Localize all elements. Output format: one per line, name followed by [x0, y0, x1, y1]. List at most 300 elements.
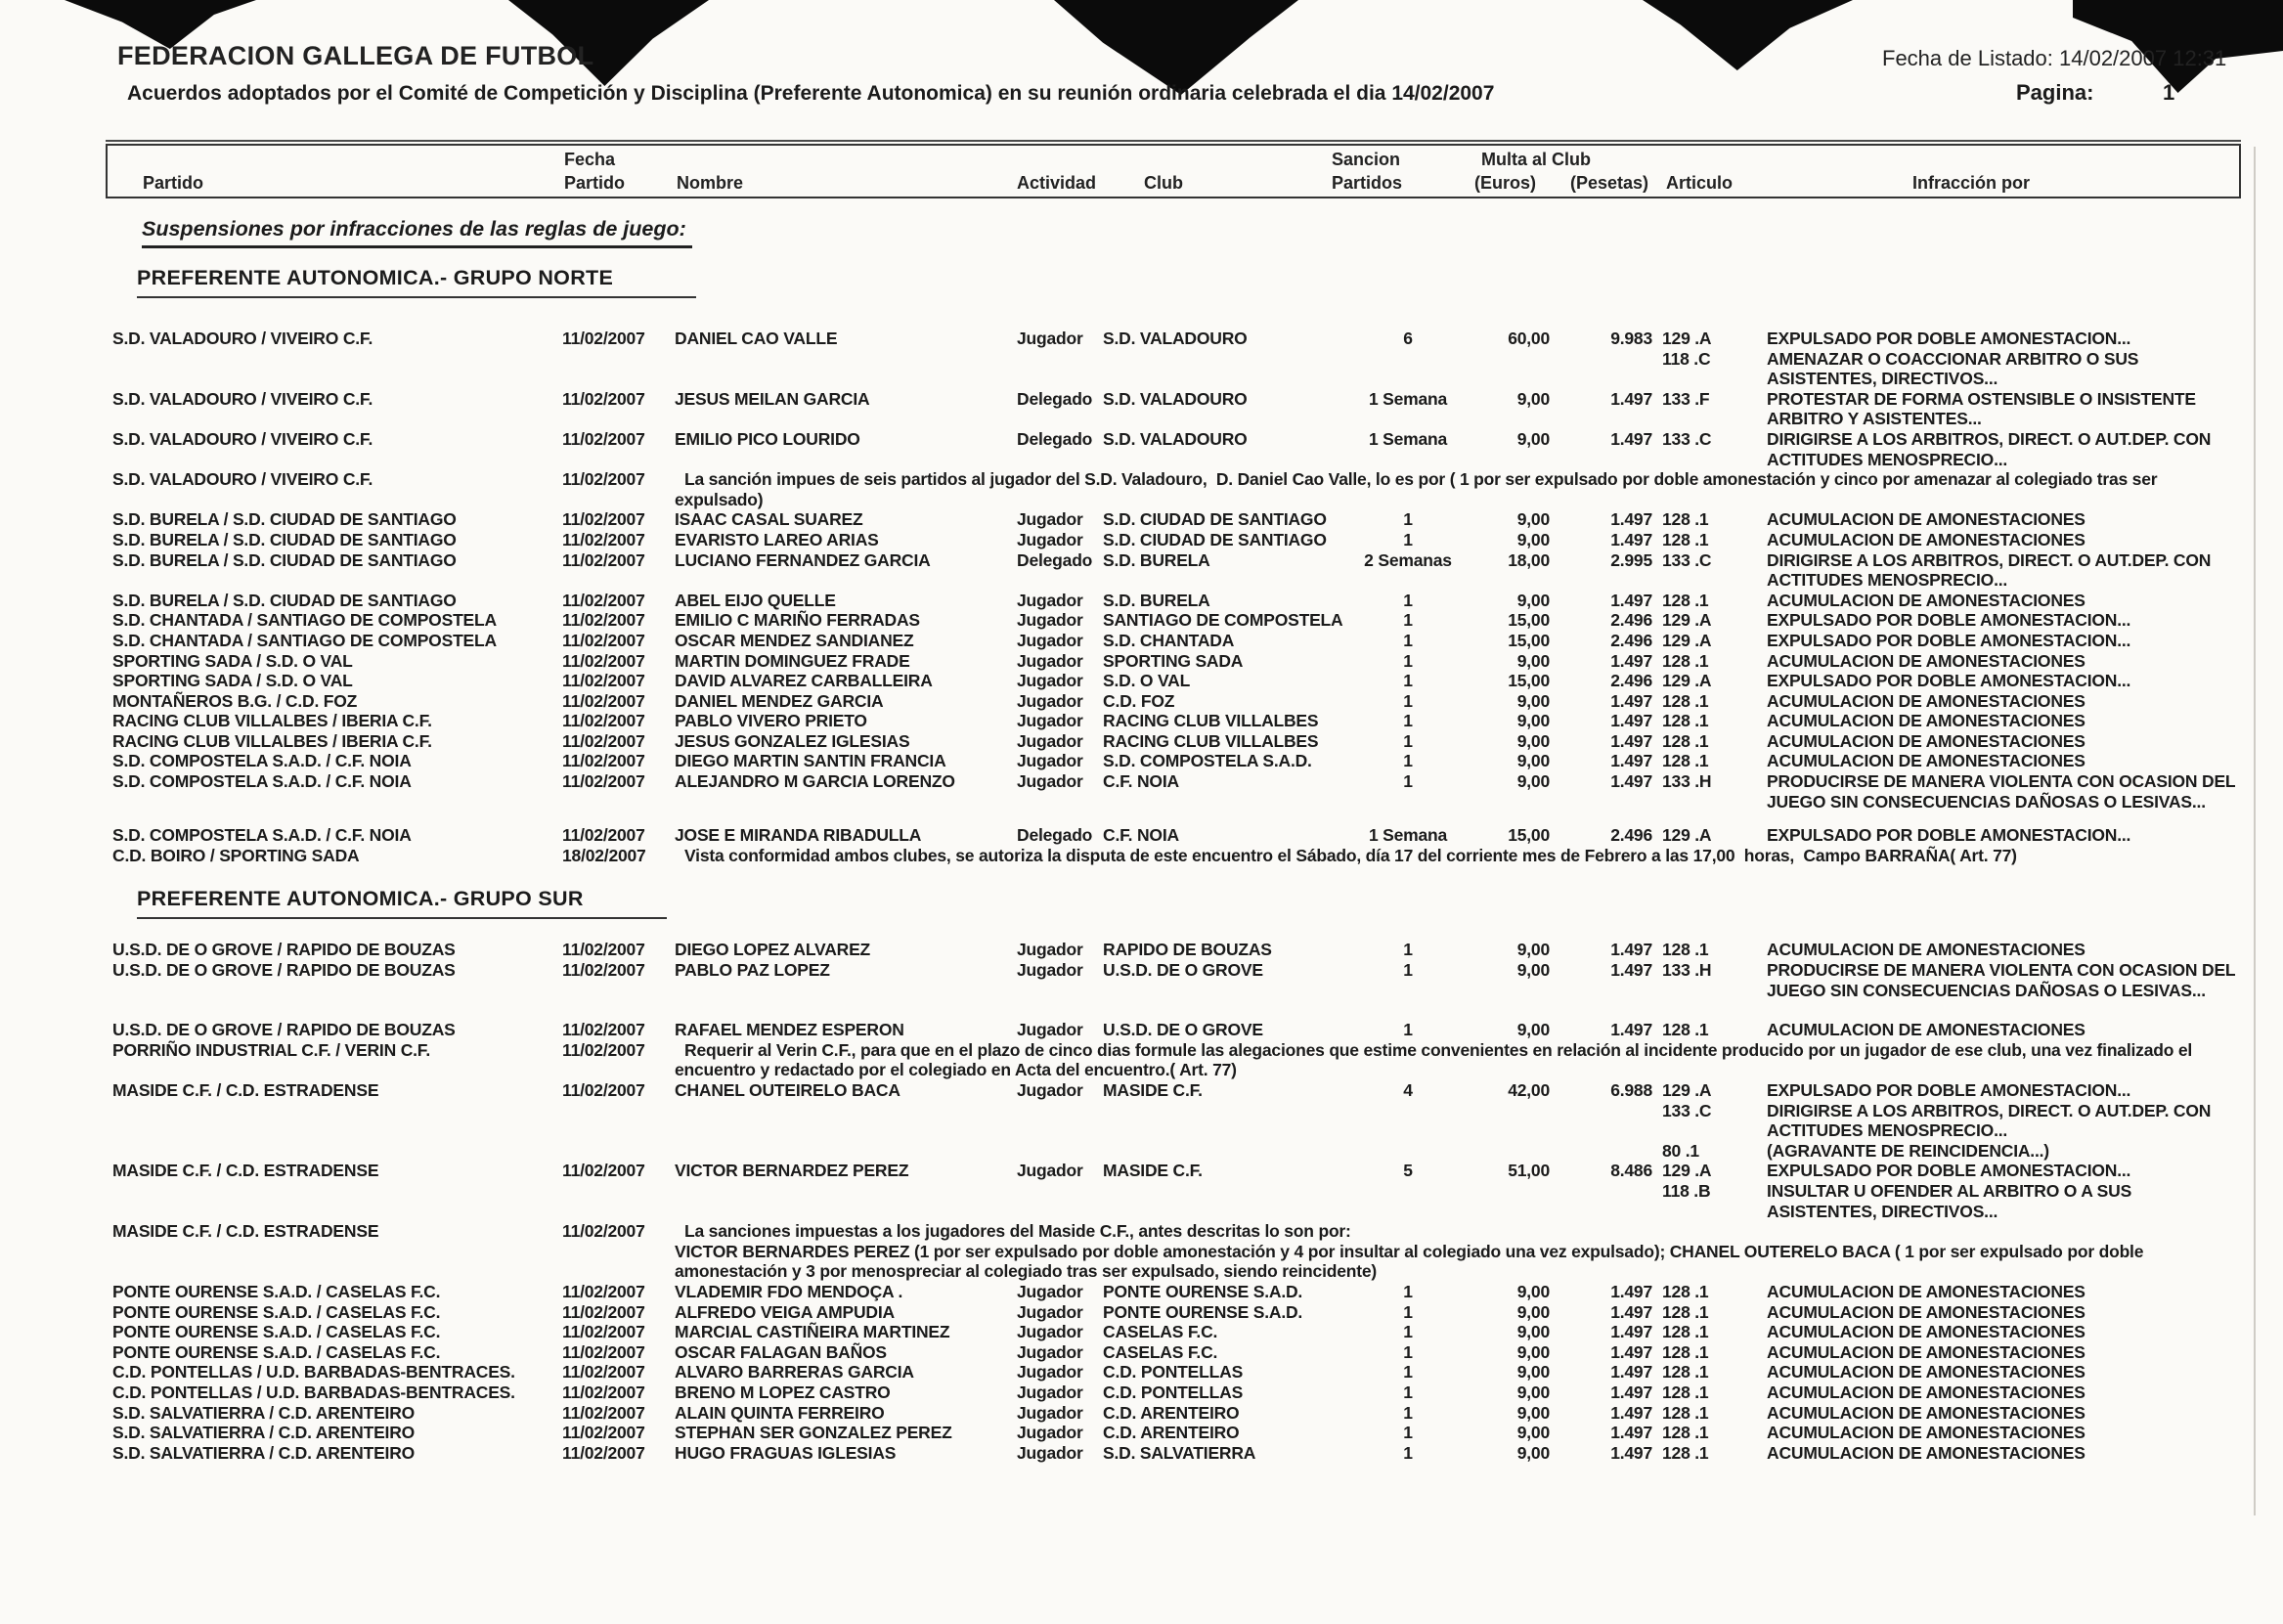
- table-row-continuation: [0, 570, 2283, 591]
- cell-club: C.F. NOIA: [1103, 771, 1179, 792]
- cell-fecha: 11/02/2007: [562, 650, 645, 671]
- cell-club: S.D. O VAL: [1103, 671, 1191, 691]
- cell-nombre: DANIEL MENDEZ GARCIA: [675, 690, 884, 711]
- cell-fecha: 11/02/2007: [562, 1020, 645, 1040]
- cell-partido: C.D. PONTELLAS / U.D. BARBADAS-BENTRACES.: [112, 1362, 515, 1383]
- table-row: [0, 1322, 2283, 1342]
- cell-fecha: 11/02/2007: [562, 730, 645, 751]
- cell-euros: 9,00: [1516, 771, 1550, 792]
- cell-actividad: Delegado: [1017, 428, 1093, 449]
- cell-infraccion: ACUMULACION DE AMONESTACIONES: [1767, 940, 2085, 960]
- cell-infraccion: ACUMULACION DE AMONESTACIONES: [1767, 1322, 2085, 1342]
- cell-articulo: 133 .C: [1662, 549, 1712, 570]
- cell-pesetas: 2.496: [1610, 610, 1652, 631]
- cell-sancion: 1: [1403, 960, 1413, 981]
- section-heading: PREFERENTE AUTONOMICA.- GRUPO SUR: [137, 887, 667, 919]
- cell-pesetas: 1.497: [1610, 1020, 1652, 1040]
- note-row: [0, 1040, 2283, 1061]
- cell-euros: 9,00: [1516, 428, 1550, 449]
- grupo-norte-heading: PREFERENTE AUTONOMICA.- GRUPO NORTE: [137, 266, 696, 298]
- cell-pesetas: 2.496: [1610, 630, 1652, 650]
- cell-actividad: Jugador: [1017, 671, 1083, 691]
- note-row: [0, 1060, 2283, 1080]
- cell-fecha: 11/02/2007: [562, 529, 645, 549]
- cell-euros: 15,00: [1508, 671, 1550, 691]
- table-row: [0, 1080, 2283, 1101]
- cell-actividad: Jugador: [1017, 960, 1083, 981]
- cell-club: S.D. VALADOURO: [1103, 329, 1248, 348]
- cell-partido: S.D. COMPOSTELA S.A.D. / C.F. NOIA: [112, 751, 412, 771]
- table-row: [0, 940, 2283, 960]
- cell-articulo: 128 .1: [1662, 1281, 1709, 1301]
- cell-nombre: RAFAEL MENDEZ ESPERON: [675, 1020, 904, 1040]
- cell-fecha: 11/02/2007: [562, 1322, 645, 1342]
- cell-pesetas: 1.497: [1610, 730, 1652, 751]
- cell-partido: S.D. COMPOSTELA S.A.D. / C.F. NOIA: [112, 771, 412, 792]
- page-number-label: Pagina:: [2016, 80, 2094, 105]
- cell-euros: 9,00: [1516, 1382, 1550, 1402]
- cell-euros: 9,00: [1516, 1402, 1550, 1423]
- cell-actividad: Jugador: [1017, 1020, 1083, 1040]
- cell-euros: 9,00: [1516, 650, 1550, 671]
- cell-euros: 9,00: [1516, 1281, 1550, 1301]
- cell-articulo: 133 .C: [1662, 428, 1712, 449]
- cell-club: C.D. ARENTEIRO: [1103, 1402, 1240, 1423]
- cell-club: C.D. ARENTEIRO: [1103, 1423, 1240, 1443]
- cell-club: RAPIDO DE BOUZAS: [1103, 940, 1272, 960]
- cell-sancion: 1: [1403, 1322, 1413, 1342]
- cell-infraccion: DIRIGIRSE A LOS ARBITROS, DIRECT. O AUT.DEP. CON: [1767, 1100, 2212, 1120]
- cell-actividad: Jugador: [1017, 1281, 1083, 1301]
- cell-sancion: 1: [1403, 1281, 1413, 1301]
- cell-sancion: 1 Semana: [1368, 388, 1448, 409]
- cell-nombre: ALEJANDRO M GARCIA LORENZO: [675, 771, 955, 792]
- scan-artifact: [1643, 0, 1853, 70]
- table-row: [0, 1423, 2283, 1443]
- cell-pesetas: 1.497: [1610, 1281, 1652, 1301]
- cell-fecha: 11/02/2007: [562, 1221, 645, 1242]
- cell-infraccion: ACUMULACION DE AMONESTACIONES: [1767, 751, 2085, 771]
- cell-infraccion: ACUMULACION DE AMONESTACIONES: [1767, 1362, 2085, 1383]
- cell-partido: S.D. SALVATIERRA / C.D. ARENTEIRO: [112, 1423, 416, 1443]
- cell-nombre: ALAIN QUINTA FERREIRO: [675, 1402, 885, 1423]
- cell-euros: 9,00: [1516, 529, 1550, 549]
- cell-infraccion: ACUMULACION DE AMONESTACIONES: [1767, 1382, 2085, 1402]
- cell-articulo: 129 .A: [1662, 825, 1712, 846]
- cell-note-text: Requerir al Verin C.F., para que en el plazo de cinco dias formule las alegaciones que estime convenientes en relación al incidente producido por un jugador de ese club, una vez finalizado el: [684, 1039, 2193, 1060]
- note-row: [0, 1221, 2283, 1242]
- cell-euros: 9,00: [1516, 1423, 1550, 1443]
- cell-pesetas: 1.497: [1610, 1362, 1652, 1383]
- cell-infraccion: ACTITUDES MENOSPRECIO...: [1767, 570, 2008, 591]
- cell-actividad: Jugador: [1017, 940, 1083, 960]
- cell-partido: SPORTING SADA / S.D. O VAL: [112, 650, 353, 671]
- cell-partido: C.D. PONTELLAS / U.D. BARBADAS-BENTRACES.: [112, 1382, 515, 1402]
- cell-club: S.D. VALADOURO: [1103, 388, 1248, 409]
- col-header-pesetas: (Pesetas): [1570, 173, 1649, 193]
- cell-sancion: 1: [1403, 590, 1413, 610]
- cell-nombre: JESUS GONZALEZ IGLESIAS: [675, 730, 910, 751]
- cell-sancion: 1: [1403, 771, 1413, 792]
- cell-euros: 9,00: [1516, 388, 1550, 409]
- table-row: [0, 389, 2283, 410]
- cell-articulo: 128 .1: [1662, 1442, 1709, 1463]
- cell-club: S.D. COMPOSTELA S.A.D.: [1103, 751, 1312, 771]
- cell-pesetas: 9.983: [1610, 329, 1652, 348]
- cell-pesetas: 2.995: [1610, 549, 1652, 570]
- page-number: 1: [2163, 80, 2175, 105]
- cell-nombre: BRENO M LOPEZ CASTRO: [675, 1382, 891, 1402]
- cell-actividad: Jugador: [1017, 590, 1083, 610]
- cell-partido: S.D. COMPOSTELA S.A.D. / C.F. NOIA: [112, 825, 412, 846]
- cell-partido: PONTE OURENSE S.A.D. / CASELAS F.C.: [112, 1322, 441, 1342]
- cell-partido: S.D. BURELA / S.D. CIUDAD DE SANTIAGO: [112, 529, 457, 549]
- cell-sancion: 1: [1403, 650, 1413, 671]
- cell-actividad: Jugador: [1017, 650, 1083, 671]
- cell-fecha: 11/02/2007: [562, 940, 645, 960]
- cell-actividad: Delegado: [1017, 388, 1093, 409]
- cell-euros: 9,00: [1516, 730, 1550, 751]
- cell-sancion: 1: [1403, 1382, 1413, 1402]
- cell-nombre: CHANEL OUTEIRELO BACA: [675, 1080, 900, 1100]
- cell-pesetas: 1.497: [1610, 1423, 1652, 1443]
- cell-articulo: 129 .A: [1662, 610, 1712, 631]
- cell-fecha: 11/02/2007: [562, 711, 645, 731]
- cell-infraccion: ACUMULACION DE AMONESTACIONES: [1767, 690, 2085, 711]
- table-row-continuation: [0, 1141, 2283, 1162]
- cell-infraccion: ARBITRO Y ASISTENTES...: [1767, 409, 1982, 429]
- cell-nombre: JESUS MEILAN GARCIA: [675, 388, 870, 409]
- cell-club: PONTE OURENSE S.A.D.: [1103, 1301, 1303, 1322]
- cell-nombre: ABEL EIJO QUELLE: [675, 590, 836, 610]
- cell-club: MASIDE C.F.: [1103, 1161, 1203, 1181]
- doc-subtitle: Acuerdos adoptados por el Comité de Competición y Disciplina (Preferente Autonomica) en su reunión ordinaria celebrada el dia 14/02/2007: [127, 82, 1495, 105]
- cell-articulo: 129 .A: [1662, 630, 1712, 650]
- cell-partido: PORRIÑO INDUSTRIAL C.F. / VERIN C.F.: [112, 1039, 431, 1060]
- cell-infraccion: INSULTAR U OFENDER AL ARBITRO O A SUS: [1767, 1180, 2132, 1201]
- table-row: [0, 1362, 2283, 1383]
- cell-euros: 60,00: [1508, 329, 1550, 348]
- cell-pesetas: 1.497: [1610, 940, 1652, 960]
- cell-nombre: DAVID ALVAREZ CARBALLEIRA: [675, 671, 933, 691]
- cell-partido: S.D. VALADOURO / VIVEIRO C.F.: [112, 329, 373, 348]
- cell-club: PONTE OURENSE S.A.D.: [1103, 1281, 1303, 1301]
- cell-pesetas: 1.497: [1610, 960, 1652, 981]
- cell-fecha: 11/02/2007: [562, 1080, 645, 1100]
- table-row: [0, 1020, 2283, 1040]
- cell-infraccion: ACUMULACION DE AMONESTACIONES: [1767, 1341, 2085, 1362]
- cell-actividad: Jugador: [1017, 1161, 1083, 1181]
- cell-actividad: Jugador: [1017, 1382, 1083, 1402]
- cell-fecha: 18/02/2007: [562, 845, 646, 865]
- cell-euros: 18,00: [1508, 549, 1550, 570]
- cell-nombre: VLADEMIR FDO MENDOÇA .: [675, 1281, 903, 1301]
- cell-sancion: 1: [1403, 529, 1413, 549]
- cell-club: S.D. SALVATIERRA: [1103, 1442, 1256, 1463]
- group-section: [0, 865, 2283, 940]
- table-row: [0, 530, 2283, 550]
- cell-fecha: 11/02/2007: [562, 960, 645, 981]
- table-row-continuation: [0, 981, 2283, 1001]
- cell-nombre: PABLO VIVERO PRIETO: [675, 711, 867, 731]
- cell-euros: 9,00: [1516, 1020, 1550, 1040]
- cell-euros: 9,00: [1516, 1301, 1550, 1322]
- cell-articulo: 128 .1: [1662, 690, 1709, 711]
- cell-nombre: LUCIANO FERNANDEZ GARCIA: [675, 549, 931, 570]
- cell-articulo: 129 .A: [1662, 671, 1712, 691]
- cell-club: CASELAS F.C.: [1103, 1322, 1218, 1342]
- cell-fecha: 11/02/2007: [562, 771, 645, 792]
- cell-euros: 9,00: [1516, 1322, 1550, 1342]
- note-row: [0, 846, 2283, 866]
- cell-note-text: amonestación y 3 por menospreciar al colegiado tras ser expulsado, siendo reincidente): [675, 1261, 1378, 1282]
- cell-sancion: 1 Semana: [1368, 825, 1448, 846]
- cell-partido: RACING CLUB VILLALBES / IBERIA C.F.: [112, 730, 432, 751]
- cell-pesetas: 1.497: [1610, 590, 1652, 610]
- scan-artifact: [1054, 0, 1298, 95]
- note-row: [0, 1242, 2283, 1262]
- note-row: [0, 1261, 2283, 1282]
- cell-nombre: OSCAR MENDEZ SANDIANEZ: [675, 630, 914, 650]
- cell-infraccion: EXPULSADO POR DOBLE AMONESTACION...: [1767, 329, 2131, 348]
- table-row: [0, 771, 2283, 792]
- cell-sancion: 1: [1403, 671, 1413, 691]
- cell-partido: PONTE OURENSE S.A.D. / CASELAS F.C.: [112, 1301, 441, 1322]
- cell-euros: 15,00: [1508, 825, 1550, 846]
- cell-club: RACING CLUB VILLALBES: [1103, 730, 1319, 751]
- cell-actividad: Jugador: [1017, 630, 1083, 650]
- cell-euros: 9,00: [1516, 751, 1550, 771]
- cell-pesetas: 1.497: [1610, 690, 1652, 711]
- cell-actividad: Jugador: [1017, 751, 1083, 771]
- cell-euros: 15,00: [1508, 630, 1550, 650]
- cell-sancion: 4: [1403, 1080, 1413, 1100]
- cell-nombre: STEPHAN SER GONZALEZ PEREZ: [675, 1423, 952, 1443]
- table-row-continuation: [0, 1101, 2283, 1121]
- table-row-continuation: [0, 450, 2283, 470]
- table-row: [0, 1302, 2283, 1323]
- cell-actividad: Jugador: [1017, 690, 1083, 711]
- cell-euros: 15,00: [1508, 610, 1550, 631]
- cell-pesetas: 1.497: [1610, 1301, 1652, 1322]
- cell-note-text: Vista conformidad ambos clubes, se autoriza la disputa de este encuentro el Sábado, día 17 del corriente mes de Febrero a las 17,00 horas, Campo BARRAÑA( Art. 77): [684, 845, 2017, 865]
- table-row: [0, 329, 2283, 349]
- cell-euros: 9,00: [1516, 1442, 1550, 1463]
- cell-articulo: 128 .1: [1662, 711, 1709, 731]
- cell-partido: S.D. BURELA / S.D. CIUDAD DE SANTIAGO: [112, 590, 457, 610]
- cell-articulo: 128 .1: [1662, 529, 1709, 549]
- cell-infraccion: ACUMULACION DE AMONESTACIONES: [1767, 1442, 2085, 1463]
- cell-infraccion: DIRIGIRSE A LOS ARBITROS, DIRECT. O AUT.DEP. CON: [1767, 549, 2212, 570]
- col-header-fecha-line2: Partido: [564, 173, 626, 193]
- col-header-multa: Multa al Club: [1481, 150, 1591, 169]
- cell-actividad: Jugador: [1017, 1301, 1083, 1322]
- cell-sancion: 1: [1403, 509, 1413, 530]
- cell-euros: 9,00: [1516, 690, 1550, 711]
- cell-note-text: La sanciones impuestas a los jugadores del Maside C.F., antes descritas lo son por:: [684, 1221, 1351, 1242]
- cell-fecha: 11/02/2007: [562, 1362, 645, 1383]
- cell-fecha: 11/02/2007: [562, 1281, 645, 1301]
- cell-partido: S.D. SALVATIERRA / C.D. ARENTEIRO: [112, 1402, 416, 1423]
- cell-pesetas: 1.497: [1610, 1402, 1652, 1423]
- cell-note-text: La sanción impues de seis partidos al jugador del S.D. Valadouro, D. Daniel Cao Valle, lo es por ( 1 por ser expulsado por doble amonestación y cinco por amenazar al colegiado tras ser: [684, 469, 2158, 490]
- col-header-club: Club: [1144, 173, 1183, 193]
- cell-partido: S.D. BURELA / S.D. CIUDAD DE SANTIAGO: [112, 509, 457, 530]
- cell-articulo: 128 .1: [1662, 1423, 1709, 1443]
- cell-sancion: 1: [1403, 711, 1413, 731]
- cell-sancion: 1: [1403, 1341, 1413, 1362]
- col-header-euros: (Euros): [1474, 173, 1536, 193]
- cell-fecha: 11/02/2007: [562, 509, 645, 530]
- cell-articulo: 118 .B: [1662, 1180, 1711, 1201]
- cell-articulo: 129 .A: [1662, 1080, 1712, 1100]
- cell-fecha: 11/02/2007: [562, 1161, 645, 1181]
- cell-nombre: EVARISTO LAREO ARIAS: [675, 529, 879, 549]
- cell-club: CASELAS F.C.: [1103, 1341, 1218, 1362]
- cell-articulo: 128 .1: [1662, 1301, 1709, 1322]
- table-row: [0, 751, 2283, 771]
- table-row-continuation: [0, 349, 2283, 370]
- note-row: [0, 469, 2283, 490]
- cell-euros: 9,00: [1516, 509, 1550, 530]
- cell-euros: 9,00: [1516, 711, 1550, 731]
- cell-articulo: 133 .C: [1662, 1100, 1712, 1120]
- cell-infraccion: EXPULSADO POR DOBLE AMONESTACION...: [1767, 630, 2131, 650]
- cell-pesetas: 1.497: [1610, 509, 1652, 530]
- cell-pesetas: 1.497: [1610, 751, 1652, 771]
- cell-partido: C.D. BOIRO / SPORTING SADA: [112, 845, 360, 865]
- cell-articulo: 128 .1: [1662, 730, 1709, 751]
- cell-infraccion: ACUMULACION DE AMONESTACIONES: [1767, 1281, 2085, 1301]
- cell-partido: MASIDE C.F. / C.D. ESTRADENSE: [112, 1080, 379, 1100]
- cell-actividad: Delegado: [1017, 825, 1093, 846]
- cell-euros: 9,00: [1516, 940, 1550, 960]
- cell-nombre: JOSE E MIRANDA RIBADULLA: [675, 825, 922, 846]
- cell-partido: S.D. CHANTADA / SANTIAGO DE COMPOSTELA: [112, 630, 497, 650]
- cell-club: S.D. CIUDAD DE SANTIAGO: [1103, 529, 1327, 549]
- cell-nombre: VICTOR BERNARDEZ PEREZ: [675, 1161, 909, 1181]
- col-header-nombre: Nombre: [677, 173, 744, 193]
- cell-fecha: 11/02/2007: [562, 630, 645, 650]
- cell-euros: 9,00: [1516, 960, 1550, 981]
- cell-nombre: ISAAC CASAL SUAREZ: [675, 509, 863, 530]
- cell-fecha: 11/02/2007: [562, 610, 645, 631]
- col-header-infraccion: Infracción por: [1912, 173, 2031, 193]
- cell-articulo: 133 .H: [1662, 960, 1712, 981]
- cell-fecha: 11/02/2007: [562, 549, 645, 570]
- cell-infraccion: ACUMULACION DE AMONESTACIONES: [1767, 1020, 2085, 1040]
- cell-sancion: 1: [1403, 610, 1413, 631]
- cell-euros: 42,00: [1508, 1080, 1550, 1100]
- table-row-continuation: [0, 792, 2283, 812]
- table-header-box: [106, 144, 2241, 198]
- table-row: [0, 691, 2283, 712]
- cell-actividad: Jugador: [1017, 1322, 1083, 1342]
- col-header-actividad: Actividad: [1017, 173, 1097, 193]
- cell-nombre: DIEGO MARTIN SANTIN FRANCIA: [675, 751, 946, 771]
- cell-actividad: Jugador: [1017, 509, 1083, 530]
- cell-sancion: 1: [1403, 1301, 1413, 1322]
- cell-partido: S.D. SALVATIERRA / C.D. ARENTEIRO: [112, 1442, 416, 1463]
- table-row: [0, 509, 2283, 530]
- col-header-fecha-line1: Fecha: [564, 150, 616, 169]
- col-header-partido: Partido: [143, 173, 204, 193]
- cell-nombre: MARTIN DOMINGUEZ FRADE: [675, 650, 910, 671]
- cell-sancion: 1: [1403, 730, 1413, 751]
- cell-infraccion: ACUMULACION DE AMONESTACIONES: [1767, 730, 2085, 751]
- table-row: [0, 960, 2283, 981]
- cell-sancion: 5: [1403, 1161, 1413, 1181]
- cell-infraccion: ACUMULACION DE AMONESTACIONES: [1767, 529, 2085, 549]
- cell-actividad: Jugador: [1017, 1402, 1083, 1423]
- table-row: [0, 671, 2283, 691]
- table-row: [0, 1161, 2283, 1181]
- cell-actividad: Jugador: [1017, 610, 1083, 631]
- table-row: [0, 1342, 2283, 1363]
- col-header-sancion-line2: Partidos: [1332, 173, 1403, 193]
- cell-infraccion: DIRIGIRSE A LOS ARBITROS, DIRECT. O AUT.DEP. CON: [1767, 428, 2212, 449]
- cell-club: U.S.D. DE O GROVE: [1103, 960, 1263, 981]
- cell-infraccion: ACUMULACION DE AMONESTACIONES: [1767, 1402, 2085, 1423]
- note-row: [0, 490, 2283, 510]
- cell-fecha: 11/02/2007: [562, 590, 645, 610]
- table-row: [0, 1282, 2283, 1302]
- cell-club: S.D. BURELA: [1103, 549, 1210, 570]
- cell-articulo: 128 .1: [1662, 1382, 1709, 1402]
- cell-pesetas: 1.497: [1610, 1442, 1652, 1463]
- cell-articulo: 128 .1: [1662, 940, 1709, 960]
- cell-club: U.S.D. DE O GROVE: [1103, 1020, 1263, 1040]
- cell-note-text: VICTOR BERNARDES PEREZ (1 por ser expulsado por doble amonestación y 4 por insultar al colegiado una vez expulsado); CHANEL OUTERELO BACA ( 1 por ser expulsado por doble: [675, 1241, 2144, 1261]
- cell-infraccion: JUEGO SIN CONSECUENCIAS DAÑOSAS O LESIVAS...: [1767, 980, 2206, 1000]
- cell-infraccion: ACUMULACION DE AMONESTACIONES: [1767, 509, 2085, 530]
- cell-pesetas: 1.497: [1610, 771, 1652, 792]
- cell-euros: 9,00: [1516, 590, 1550, 610]
- cell-club: S.D. VALADOURO: [1103, 428, 1248, 449]
- col-header-sancion-line1: Sancion: [1332, 150, 1401, 169]
- cell-fecha: 11/02/2007: [562, 469, 645, 490]
- cell-nombre: OSCAR FALAGAN BAÑOS: [675, 1341, 887, 1362]
- cell-nombre: EMILIO PICO LOURIDO: [675, 428, 860, 449]
- cell-pesetas: 6.988: [1610, 1080, 1652, 1100]
- cell-pesetas: 1.497: [1610, 1322, 1652, 1342]
- cell-note-text: encuentro y redactado por el colegiado en Acta del encuentro.( Art. 77): [675, 1060, 1237, 1080]
- cell-partido: MASIDE C.F. / C.D. ESTRADENSE: [112, 1221, 379, 1242]
- cell-partido: U.S.D. DE O GROVE / RAPIDO DE BOUZAS: [112, 1020, 456, 1040]
- cell-actividad: Jugador: [1017, 730, 1083, 751]
- cell-pesetas: 1.497: [1610, 388, 1652, 409]
- cell-articulo: 128 .1: [1662, 1020, 1709, 1040]
- cell-partido: RACING CLUB VILLALBES / IBERIA C.F.: [112, 711, 432, 731]
- cell-articulo: 128 .1: [1662, 1402, 1709, 1423]
- cell-pesetas: 1.497: [1610, 1382, 1652, 1402]
- cell-articulo: 128 .1: [1662, 650, 1709, 671]
- cell-sancion: 1: [1403, 1020, 1413, 1040]
- table-row: [0, 550, 2283, 571]
- cell-club: S.D. CIUDAD DE SANTIAGO: [1103, 509, 1327, 530]
- cell-club: C.D. PONTELLAS: [1103, 1382, 1244, 1402]
- table-row-continuation: [0, 369, 2283, 389]
- cell-club: C.D. FOZ: [1103, 690, 1175, 711]
- cell-partido: S.D. VALADOURO / VIVEIRO C.F.: [112, 388, 373, 409]
- cell-articulo: 128 .1: [1662, 590, 1709, 610]
- cell-fecha: 11/02/2007: [562, 388, 645, 409]
- cell-nombre: ALFREDO VEIGA AMPUDIA: [675, 1301, 895, 1322]
- row-gap: [0, 812, 2283, 825]
- table-row: [0, 825, 2283, 846]
- table-row: [0, 631, 2283, 651]
- cell-sancion: 1: [1403, 940, 1413, 960]
